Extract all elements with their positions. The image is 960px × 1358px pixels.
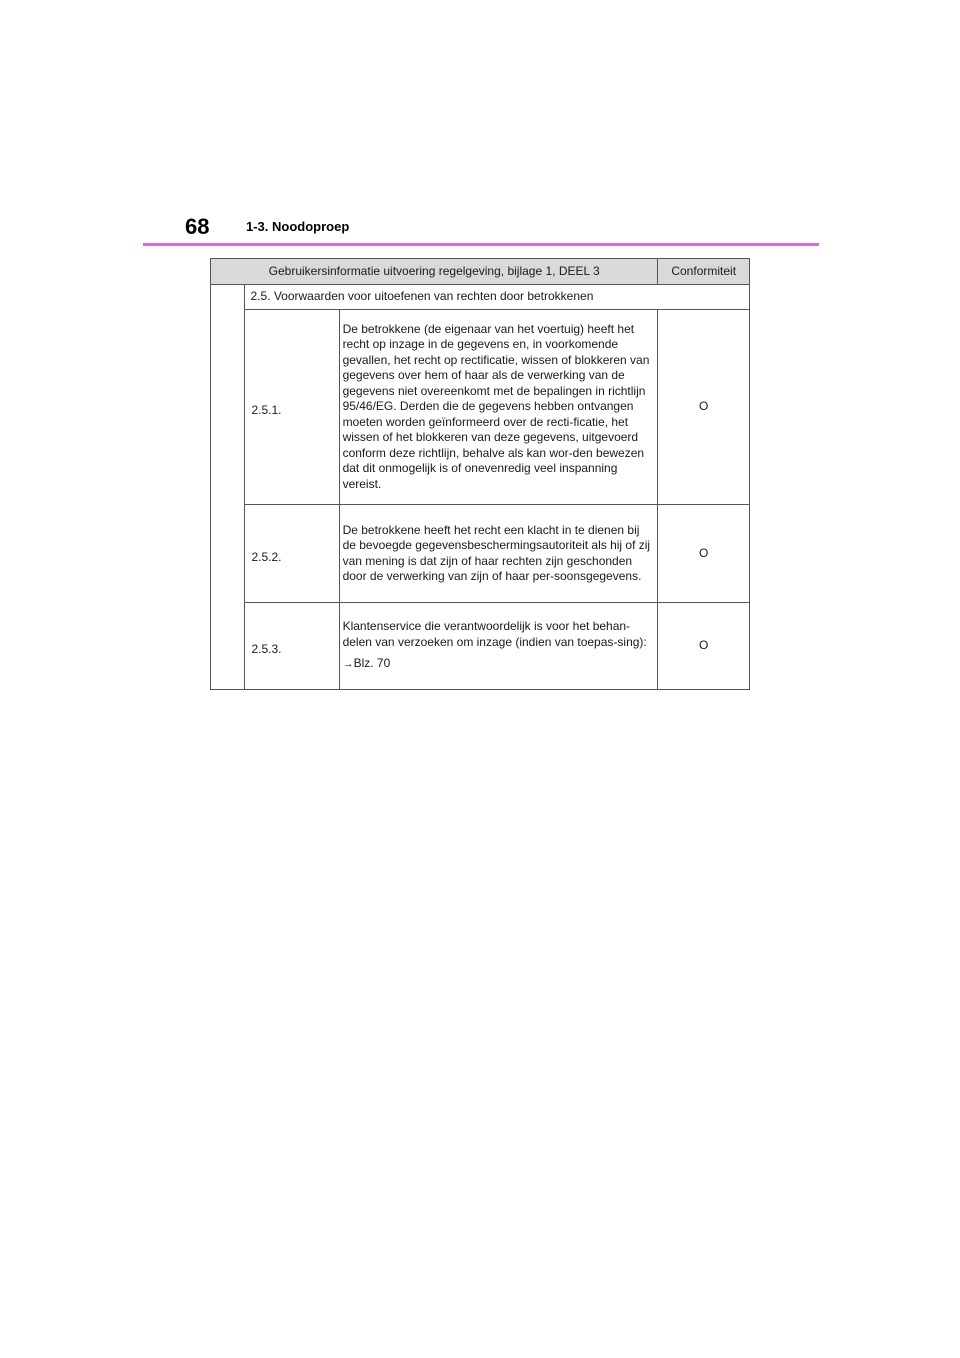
row-text: De betrokkene (de eigenaar van het voertuig) heeft het recht op inzage in de gegevens en, in voorkomende gevallen, het recht op rectificatie, wissen of blokkeren van gegevens over hem of haar als de verwerking van de gegevens niet overeenkomt met de bepalingen in richtlijn 95/46/EG. Derden die de gegevens hebben ontvangen moeten worden geïnformeerd over de recti-ficatie, het wissen of het blokkeren van deze gegevens, uitgevoerd conform deze richtlijn, behalve als kan wor-den bewezen dat dit onmogelijk is of onevenredig veel inspanning vereist. <box>339 310 658 505</box>
page-reference-text: Blz. 70 <box>353 656 391 671</box>
table-row <box>211 310 750 505</box>
table-row <box>211 505 750 603</box>
row-text-cell <box>339 603 658 690</box>
row-conformity: O <box>658 505 750 603</box>
header-divider <box>143 243 819 246</box>
page-reference <box>343 656 654 673</box>
row-conformity: O <box>658 310 750 505</box>
indent-cell <box>211 285 245 690</box>
subheading: 2.5. Voorwaarden voor uitoefenen van rechten door betrokkenen <box>245 285 750 310</box>
arrow-right-icon: → <box>342 658 354 671</box>
section-title: 1-3. Noodoproep <box>246 219 350 234</box>
table-row <box>211 603 750 690</box>
row-number-text: 2.5.2. <box>251 549 282 564</box>
header-conformity: Conformiteit <box>658 259 750 285</box>
regulation-table <box>210 258 750 690</box>
page-number: 68 <box>185 214 210 239</box>
row-number-text: 2.5.1. <box>251 403 282 418</box>
header-description: Gebruikersinformatie uitvoering regelgeving, bijlage 1, DEEL 3 <box>211 259 658 285</box>
row-number <box>245 310 339 505</box>
subheading-row <box>211 285 750 310</box>
row-text: Klantenservice die verantwoordelijk is voor het behan-delen van verzoeken om inzage (indien van toepas-sing): <box>342 619 647 649</box>
row-number <box>245 603 339 690</box>
table-header-row <box>211 259 750 285</box>
row-text: De betrokkene heeft het recht een klacht in te dienen bij de bevoegde gegevensbeschermingsautoriteit als hij of zij van mening is dat zijn of haar rechten zijn geschonden door de verwerking van zijn of haar per-soonsgegevens. <box>339 505 658 603</box>
row-number-text: 2.5.3. <box>251 642 282 657</box>
row-number <box>245 505 339 603</box>
row-conformity: O <box>658 603 750 690</box>
